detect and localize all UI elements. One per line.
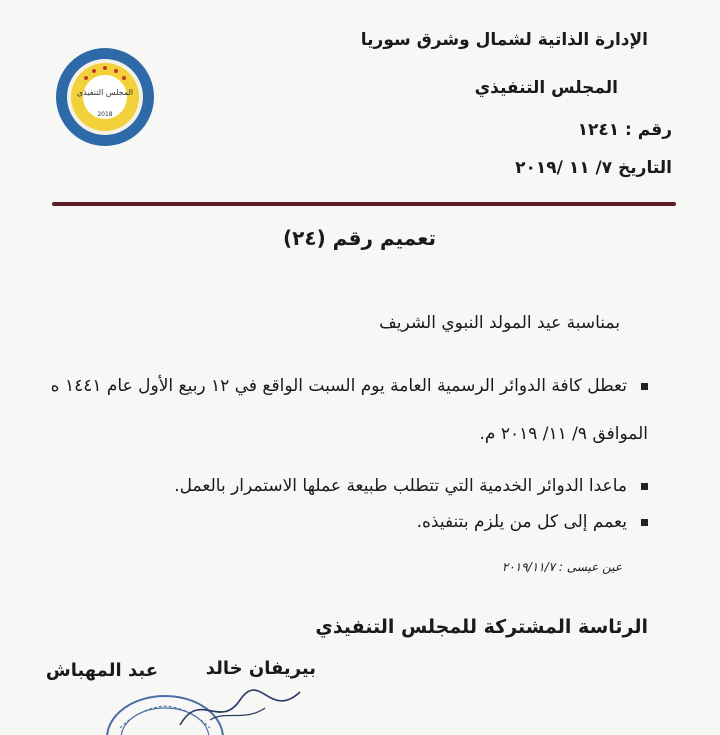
org-name: الإدارة الذاتية لشمال وشرق سوريا [360, 30, 648, 50]
signatory-name-2: عبد المهباش [45, 660, 158, 681]
date-value: ٧/ ١١ /٢٠١٩ [515, 158, 613, 178]
reference-value: ١٢٤١ [577, 120, 620, 140]
list-item [417, 512, 648, 532]
list-item [174, 476, 648, 496]
bullet-icon [641, 383, 648, 390]
reference-label: رقم : [625, 120, 672, 140]
list-item-text: تعطل كافة الدوائر الرسمية العامة يوم السبت الواقع في ١٢ ربيع الأول عام ١٤٤١ ه [50, 376, 627, 396]
council-logo [54, 46, 156, 148]
reference-line [578, 120, 672, 140]
issue-place-date: عين عيسى : ٢٠١٩/١١/٧ [501, 560, 622, 574]
circular-title: تعميم رقم (٢٤) [283, 226, 436, 250]
logo-year: 2018 [97, 111, 113, 118]
list-item-continuation: الموافق ٩/ ١١/ ٢٠١٩ م. [479, 424, 648, 444]
date-line [515, 158, 672, 178]
circular-occasion: بمناسبة عيد المولد النبوي الشريف [379, 313, 620, 333]
presidency-title: الرئاسة المشتركة للمجلس التنفيذي [315, 616, 648, 638]
list-item [51, 376, 648, 396]
header-divider [52, 202, 676, 206]
list-item-text: ماعدا الدوائر الخدمية التي تتطلب طبيعة عملها الاستمرار بالعمل. [174, 476, 627, 496]
bullet-icon [641, 483, 648, 490]
bullet-icon [641, 519, 648, 526]
signatory-name-1: بيريفان خالد [205, 658, 316, 679]
handwritten-signature [170, 680, 310, 735]
list-item-text: يعمم إلى كل من يلزم بتنفيذه. [416, 512, 627, 532]
date-label: التاريخ [618, 158, 672, 178]
council-name: المجلس التنفيذي [474, 78, 618, 98]
logo-center-text: المجلس التنفيذي [76, 88, 134, 97]
